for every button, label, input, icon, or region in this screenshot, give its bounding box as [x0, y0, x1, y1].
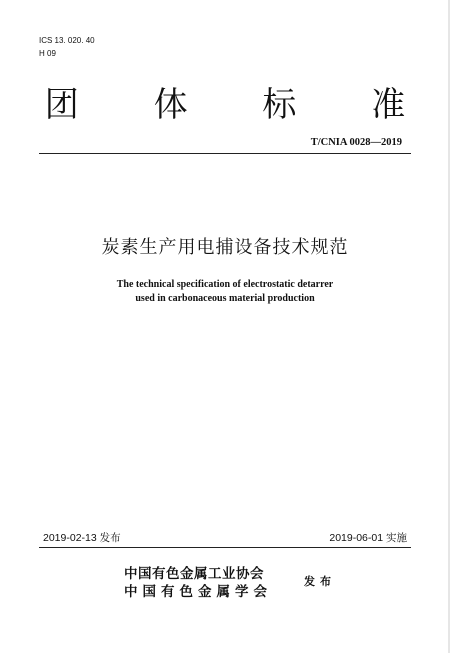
- title-english-line1: The technical specification of electrostatic detarrer: [116, 279, 334, 290]
- publisher-org-1: 中国有色金属工业协会: [124, 566, 264, 582]
- title-english-line2: used in carbonaceous material production: [135, 293, 315, 304]
- standard-type-heading: 团 体 标 准: [44, 85, 438, 125]
- ics-code: ICS 13. 020. 40: [39, 36, 95, 45]
- publisher-org-2: 中国有色金属学会: [124, 584, 272, 600]
- standard-number: T/CNIA 0028—2019: [310, 137, 402, 148]
- implementation-date: 2019-06-01 实施: [329, 532, 407, 544]
- ccs-code: H 09: [39, 49, 56, 58]
- bottom-divider: [39, 547, 411, 548]
- issue-date: 2019-02-13 发布: [43, 532, 121, 544]
- top-divider: [39, 153, 411, 154]
- title-chinese: 炭素生产用电捕设备技术规范: [101, 237, 349, 258]
- publish-label: 发布: [304, 575, 336, 588]
